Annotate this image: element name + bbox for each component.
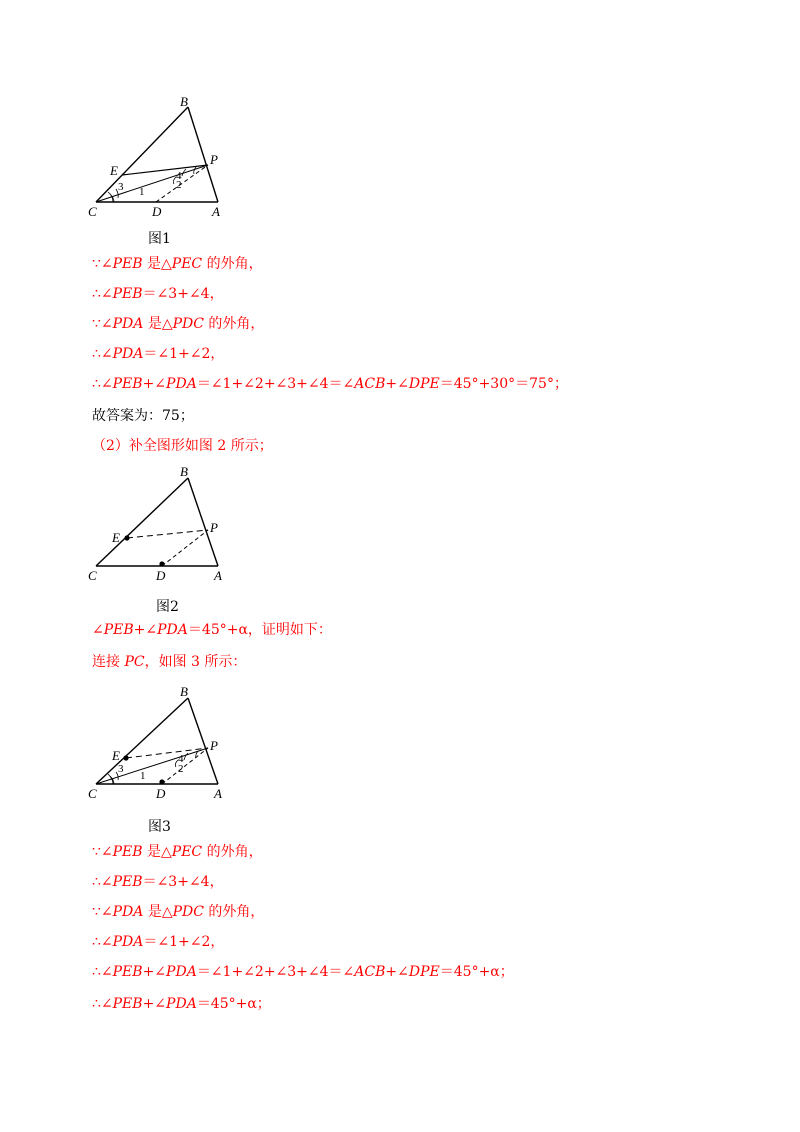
text-line bbox=[92, 254, 263, 274]
text-run: ＝∠1+∠2， bbox=[143, 934, 225, 950]
text-line bbox=[92, 652, 246, 672]
text-run: ∴∠ bbox=[92, 874, 113, 890]
math-variable: PEC bbox=[171, 256, 203, 272]
math-variable: PDA bbox=[112, 316, 144, 332]
math-variable: PDC bbox=[172, 316, 204, 332]
math-variable: PDA bbox=[166, 376, 197, 392]
math-variable: PEB bbox=[112, 256, 143, 272]
text-run: ＝∠1+∠2+∠3+∠4＝∠ bbox=[196, 964, 355, 980]
math-variable: PEB bbox=[112, 376, 143, 392]
figure-1 bbox=[86, 92, 246, 222]
math-variable: PC bbox=[124, 654, 145, 670]
angle-label-2: 2 bbox=[176, 179, 182, 191]
text-run: +∠ bbox=[142, 376, 167, 392]
text-run: ∵∠ bbox=[92, 844, 113, 860]
math-variable: PEB bbox=[112, 874, 143, 890]
angle-label-4: 4 bbox=[178, 753, 184, 765]
angle-label-3: 3 bbox=[118, 763, 124, 775]
text-run: ＝∠1+∠2， bbox=[143, 346, 225, 362]
text-run: ＝∠3+∠4， bbox=[142, 874, 224, 890]
text-line bbox=[92, 406, 194, 426]
math-variable: DPE bbox=[408, 964, 440, 980]
text-run: +∠ bbox=[385, 376, 409, 392]
point-label-p: P bbox=[210, 520, 218, 535]
text-run: 的外角， bbox=[203, 316, 265, 332]
figure-3-caption: 图3 bbox=[148, 819, 171, 835]
text-run: ＝45°+α，证明如下： bbox=[187, 622, 332, 638]
text-run: ∴∠ bbox=[92, 996, 113, 1012]
angle-label-4: 4 bbox=[176, 170, 182, 182]
math-variable: ACB bbox=[354, 964, 386, 980]
point-label-d: D bbox=[152, 204, 162, 219]
text-run: ∴∠ bbox=[92, 346, 113, 362]
text-line bbox=[92, 994, 271, 1014]
text-run: 故答案为：75； bbox=[92, 408, 194, 424]
text-run: ＝45°+α； bbox=[439, 964, 514, 980]
point-label-c: C bbox=[88, 568, 97, 583]
point-label-e: E bbox=[112, 748, 120, 763]
figure-3-diagram bbox=[86, 680, 246, 810]
text-run: ＝45°+α； bbox=[196, 996, 271, 1012]
math-variable: PEB bbox=[112, 996, 143, 1012]
text-run: （2）补全图形如图 2 所示； bbox=[92, 438, 273, 454]
text-run: ∠ bbox=[92, 622, 104, 638]
figure-2 bbox=[86, 460, 246, 590]
text-run: ∴∠ bbox=[92, 286, 113, 302]
text-line bbox=[92, 344, 224, 364]
text-run: ∵∠ bbox=[92, 904, 113, 920]
text-line bbox=[92, 842, 263, 862]
text-run: ∴∠ bbox=[92, 964, 113, 980]
text-run: 连接 bbox=[92, 654, 125, 670]
text-run: +∠ bbox=[385, 964, 409, 980]
point-label-d: D bbox=[156, 786, 166, 801]
text-run: 的外角， bbox=[203, 904, 265, 920]
figure-1-caption: 图1 bbox=[148, 231, 171, 247]
text-run: ∴∠ bbox=[92, 376, 113, 392]
math-variable: DPE bbox=[408, 376, 440, 392]
math-variable: PDA bbox=[166, 964, 197, 980]
text-run: +∠ bbox=[142, 964, 167, 980]
point-label-p: P bbox=[210, 152, 218, 167]
math-variable: PDA bbox=[166, 996, 197, 1012]
point-label-a: A bbox=[214, 568, 222, 583]
text-run: 是△ bbox=[143, 316, 173, 332]
angle-label-1: 1 bbox=[140, 770, 146, 782]
point-label-a: A bbox=[212, 204, 220, 219]
text-line bbox=[92, 284, 224, 304]
point-label-a: A bbox=[214, 786, 222, 801]
text-run: 的外角， bbox=[202, 256, 263, 272]
figure-3 bbox=[86, 680, 246, 810]
text-line bbox=[92, 902, 264, 922]
math-variable: ACB bbox=[354, 376, 386, 392]
point-label-b: B bbox=[180, 684, 188, 699]
text-run: ，如图 3 所示： bbox=[144, 654, 247, 670]
text-run: ＝∠3+∠4， bbox=[142, 286, 224, 302]
text-run: ＝45°+30°＝75°； bbox=[439, 376, 568, 392]
point-label-b: B bbox=[180, 94, 188, 109]
text-line bbox=[92, 374, 568, 394]
figure-2-caption: 图2 bbox=[156, 599, 179, 615]
point-label-e: E bbox=[112, 530, 120, 545]
text-line bbox=[92, 962, 514, 982]
angle-label-2: 2 bbox=[178, 763, 184, 775]
point-label-c: C bbox=[88, 204, 97, 219]
text-line bbox=[92, 932, 224, 952]
math-variable: PDA bbox=[157, 622, 188, 638]
angle-label-1: 1 bbox=[139, 186, 145, 198]
figure-1-diagram bbox=[86, 92, 246, 222]
text-run: ∵∠ bbox=[92, 256, 113, 272]
math-variable: PEB bbox=[103, 622, 134, 638]
text-run: 的外角， bbox=[202, 844, 263, 860]
point-label-e: E bbox=[110, 163, 118, 178]
text-line bbox=[92, 436, 273, 456]
math-variable: PDA bbox=[112, 904, 144, 920]
text-run: 是△ bbox=[143, 904, 173, 920]
text-run: 是△ bbox=[142, 256, 172, 272]
math-variable: PDA bbox=[112, 934, 144, 950]
point-label-b: B bbox=[180, 464, 188, 479]
math-variable: PEC bbox=[171, 844, 203, 860]
math-variable: PDA bbox=[112, 346, 144, 362]
point-label-p: P bbox=[210, 738, 218, 753]
text-run: 是△ bbox=[142, 844, 172, 860]
math-variable: PEB bbox=[112, 964, 143, 980]
math-variable: PEB bbox=[112, 844, 143, 860]
point-label-c: C bbox=[88, 786, 97, 801]
angle-label-3: 3 bbox=[118, 181, 124, 193]
text-run: ∵∠ bbox=[92, 316, 113, 332]
point-label-d: D bbox=[156, 568, 166, 583]
text-line bbox=[92, 620, 332, 640]
math-variable: PEB bbox=[112, 286, 143, 302]
text-run: +∠ bbox=[142, 996, 167, 1012]
text-line bbox=[92, 872, 224, 892]
text-line bbox=[92, 314, 264, 334]
text-run: ＝∠1+∠2+∠3+∠4＝∠ bbox=[196, 376, 355, 392]
math-variable: PDC bbox=[172, 904, 204, 920]
text-run: ∴∠ bbox=[92, 934, 113, 950]
text-run: +∠ bbox=[133, 622, 158, 638]
figure-2-diagram bbox=[86, 460, 246, 590]
